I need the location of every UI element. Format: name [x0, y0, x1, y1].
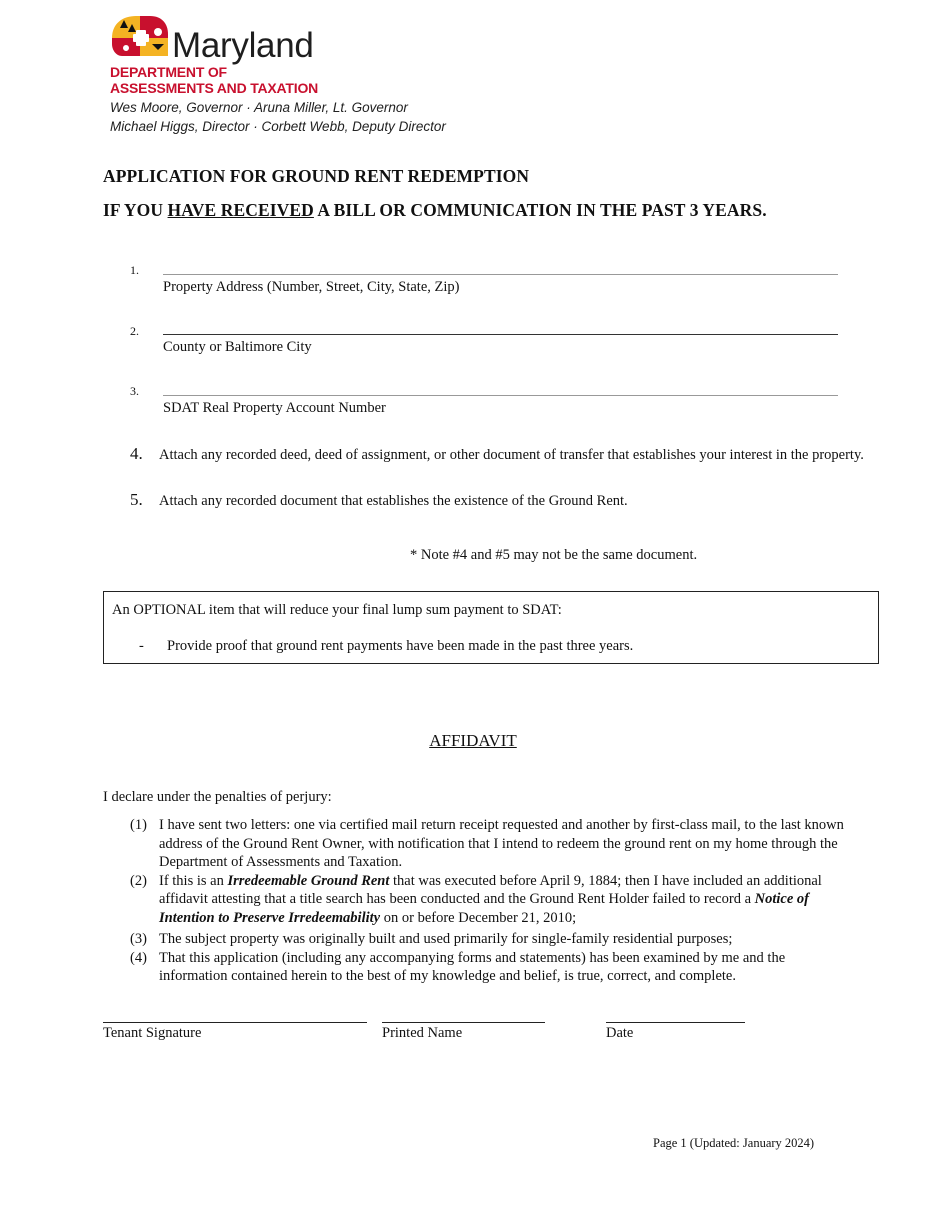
affidavit-statement-2: (2) If this is an Irredeemable Ground Rent that was executed before April 9, 1884; then I have included an additional affidavit attesting that a title search has been conducted and the Ground Rent Holder failed to record a Notice of Intention to Preserve Irredeemability on or before December 21, 2010;: [130, 872, 822, 926]
printed-name-line[interactable]: [382, 1022, 545, 1023]
property-address-label: Property Address (Number, Street, City, State, Zip): [163, 279, 460, 295]
field-number-3: 3.: [130, 384, 139, 398]
maryland-flag-icon: [110, 14, 172, 60]
date-label: Date: [606, 1025, 634, 1041]
page-footer: Page 1 (Updated: January 2024): [653, 1136, 815, 1150]
department-name-line2: ASSESSMENTS AND TAXATION: [110, 80, 319, 96]
sdat-logo: [110, 12, 350, 102]
have-received-emphasis: HAVE RECEIVED: [167, 200, 314, 220]
printed-name-label: Printed Name: [382, 1025, 463, 1041]
department-name-line1: DEPARTMENT OF: [110, 64, 227, 80]
field-number-1: 1.: [130, 263, 139, 277]
optional-item-text: Provide proof that ground rent payments have been made in the past three years.: [167, 638, 634, 654]
notice-term: Notice of Intention to Preserve Irredeemability: [159, 891, 809, 926]
affidavit-statement-1: (1) I have sent two letters: one via certified mail return receipt requested and another by first-class mail, to the last known address of the Ground Rent Owner, with notification that I intend to redeem the ground rent on my home through the Department of Assessments and Taxation.: [130, 817, 844, 870]
affidavit-statement-4: (4) That this application (including any accompanying forms and statements) has been examined by me and the information contained herein to the best of my knowledge and belief, is true, correct, and complete.: [130, 949, 786, 984]
affidavit-heading: AFFIDAVIT: [429, 731, 517, 750]
date-line[interactable]: [606, 1022, 745, 1023]
property-address-line[interactable]: [163, 274, 838, 275]
item-number-5: 5.: [130, 490, 143, 509]
optional-bullet: -: [139, 638, 144, 654]
form-title: APPLICATION FOR GROUND RENT REDEMPTION: [103, 166, 530, 186]
document-note: * Note #4 and #5 may not be the same document.: [410, 547, 698, 563]
tenant-signature-label: Tenant Signature: [103, 1025, 202, 1041]
affidavit-statements: [130, 816, 850, 986]
tenant-signature-line[interactable]: [103, 1022, 367, 1023]
field-number-2: 2.: [130, 324, 139, 338]
form-subtitle: IF YOU HAVE RECEIVED A BILL OR COMMUNICATION IN THE PAST 3 YEARS.: [103, 200, 767, 220]
officials-line2: Michael Higgs, Director · Corbett Webb, Deputy Director: [110, 119, 446, 134]
irredeemable-term: Irredeemable Ground Rent: [227, 872, 390, 889]
item-number-4: 4.: [130, 444, 143, 463]
affidavit-statement-3: (3) The subject property was originally built and used primarily for single-family residential purposes;: [130, 931, 733, 947]
officials-line1: Wes Moore, Governor · Aruna Miller, Lt. Governor: [110, 100, 408, 115]
logo-wordmark: Maryland: [172, 26, 314, 65]
optional-box-title: An OPTIONAL item that will reduce your final lump sum payment to SDAT:: [112, 602, 562, 618]
account-number-line[interactable]: [163, 395, 838, 396]
account-number-label: SDAT Real Property Account Number: [163, 400, 386, 416]
affidavit-intro: I declare under the penalties of perjury:: [103, 789, 332, 805]
item-text-5: Attach any recorded document that establishes the existence of the Ground Rent.: [159, 493, 628, 509]
item-text-4: Attach any recorded deed, deed of assignment, or other document of transfer that establishes your interest in the property.: [159, 447, 864, 463]
county-label: County or Baltimore City: [163, 339, 312, 355]
county-line[interactable]: [163, 334, 838, 335]
optional-item-box: [103, 591, 879, 664]
